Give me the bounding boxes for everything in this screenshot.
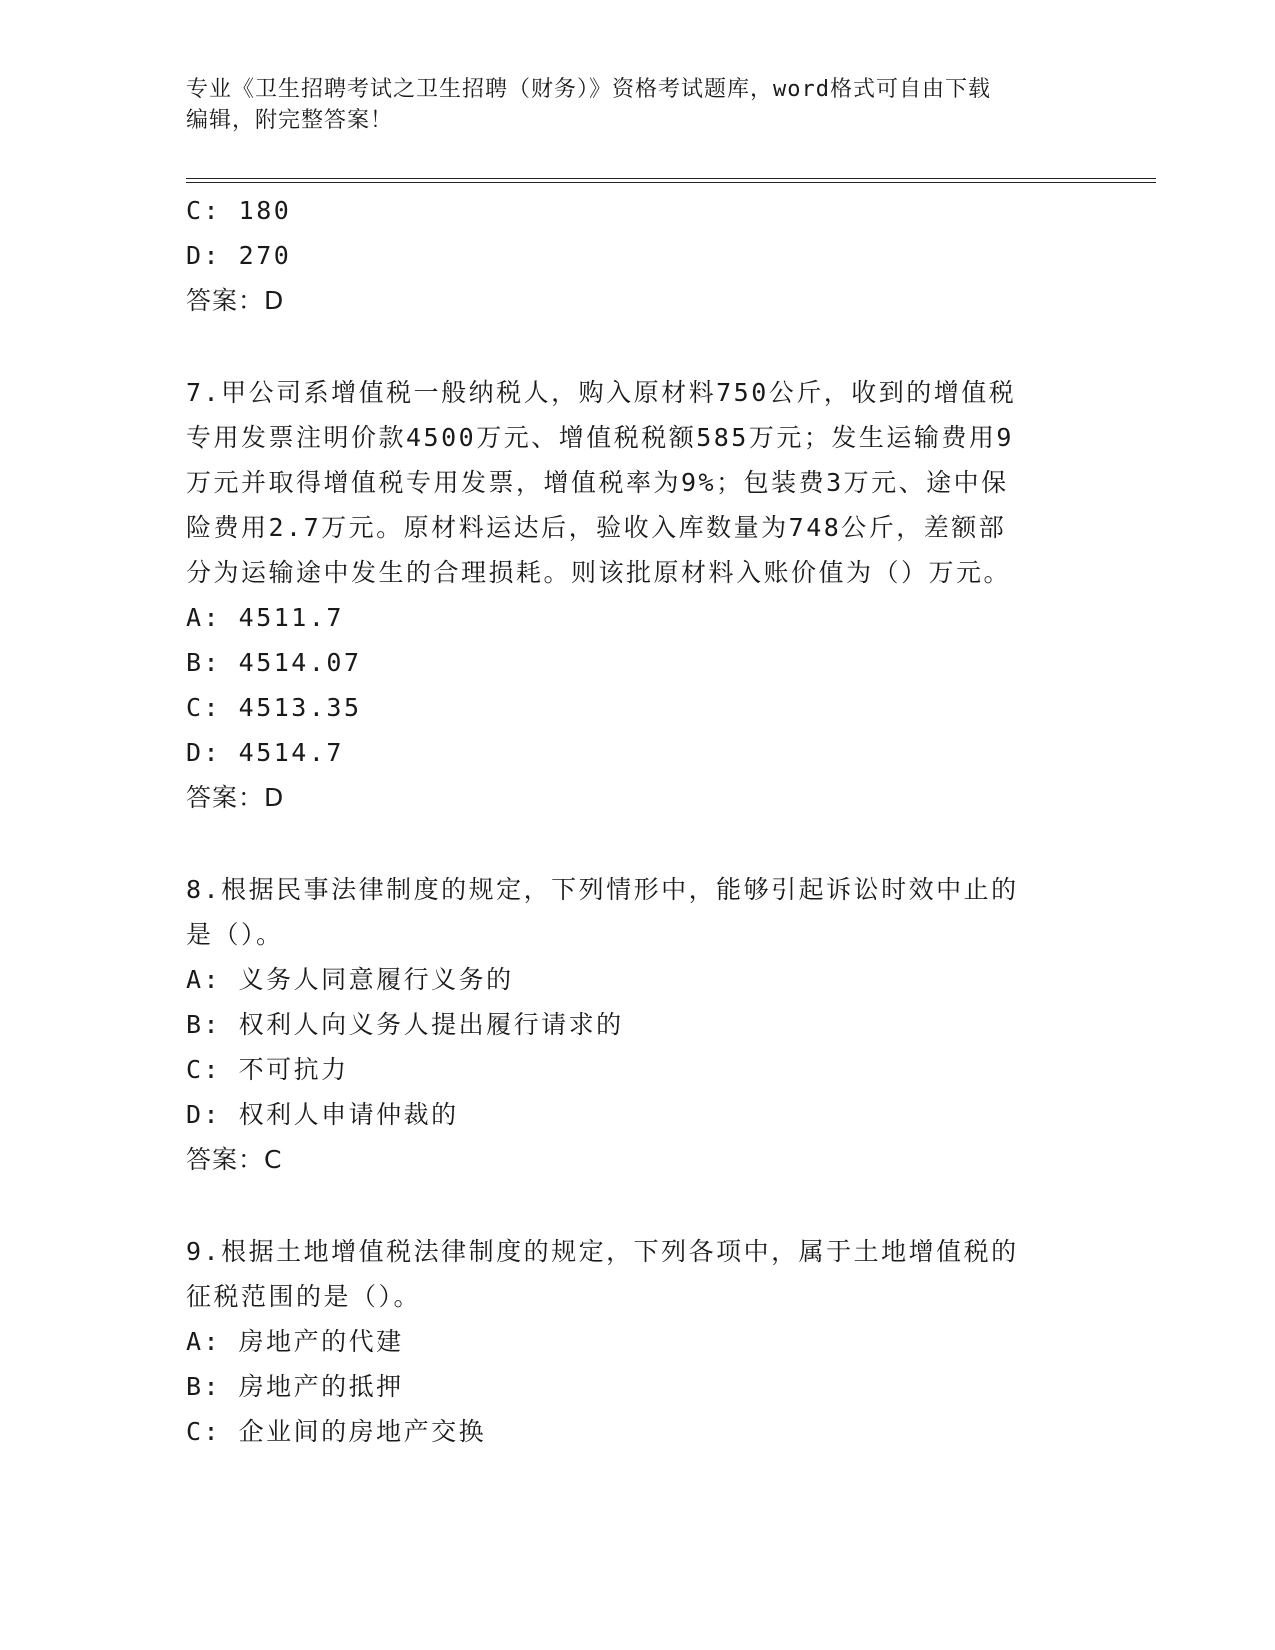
text-line: B: 房地产的抵押 — [186, 1372, 404, 1401]
answer-line: 答案：D — [186, 783, 285, 812]
text-line: 险费用2.7万元。原材料运达后，验收入库数量为748公斤，差额部 — [186, 513, 1007, 542]
text-line: C: 企业间的房地产交换 — [186, 1417, 487, 1446]
text-line: 分为运输途中发生的合理损耗。则该批原材料入账价值为（）万元。 — [186, 558, 1012, 587]
text-line: 8.根据民事法律制度的规定，下列情形中，能够引起诉讼时效中止的 — [186, 875, 1019, 904]
header-divider — [186, 178, 1156, 183]
text-line: C: 180 — [186, 196, 292, 225]
text-line: 万元并取得增值税专用发票，增值税率为9%；包装费3万元、途中保 — [186, 468, 1009, 497]
text-line: 是（）。 — [186, 920, 284, 949]
text-line: 征税范围的是（）。 — [186, 1282, 422, 1311]
text-line: D: 270 — [186, 241, 292, 270]
text-line: B: 4514.07 — [186, 648, 362, 677]
header-line-1: 专业《卫生招聘考试之卫生招聘（财务）》资格考试题库，word格式可自由下载 — [186, 77, 991, 102]
text-line: C: 不可抗力 — [186, 1055, 349, 1084]
text-line: A: 4511.7 — [186, 603, 344, 632]
header-line-2: 编辑，附完整答案！ — [186, 108, 394, 133]
page-header — [186, 74, 1086, 136]
text-line: A: 义务人同意履行义务的 — [186, 965, 514, 994]
text-line: B: 权利人向义务人提出履行请求的 — [186, 1010, 624, 1039]
text-line: 9.根据土地增值税法律制度的规定，下列各项中，属于土地增值税的 — [186, 1237, 1019, 1266]
text-line: C: 4513.35 — [186, 693, 362, 722]
text-line: 专用发票注明价款4500万元、增值税税额585万元；发生运输费用9 — [186, 423, 1014, 452]
text-line: 7.甲公司系增值税一般纳税人，购入原材料750公斤，收到的增值税 — [186, 378, 1017, 407]
answer-line: 答案：D — [186, 286, 285, 315]
answer-line: 答案：C — [186, 1145, 283, 1174]
text-line: D: 4514.7 — [186, 738, 344, 767]
text-line: D: 权利人申请仲裁的 — [186, 1100, 459, 1129]
text-line: A: 房地产的代建 — [186, 1327, 404, 1356]
